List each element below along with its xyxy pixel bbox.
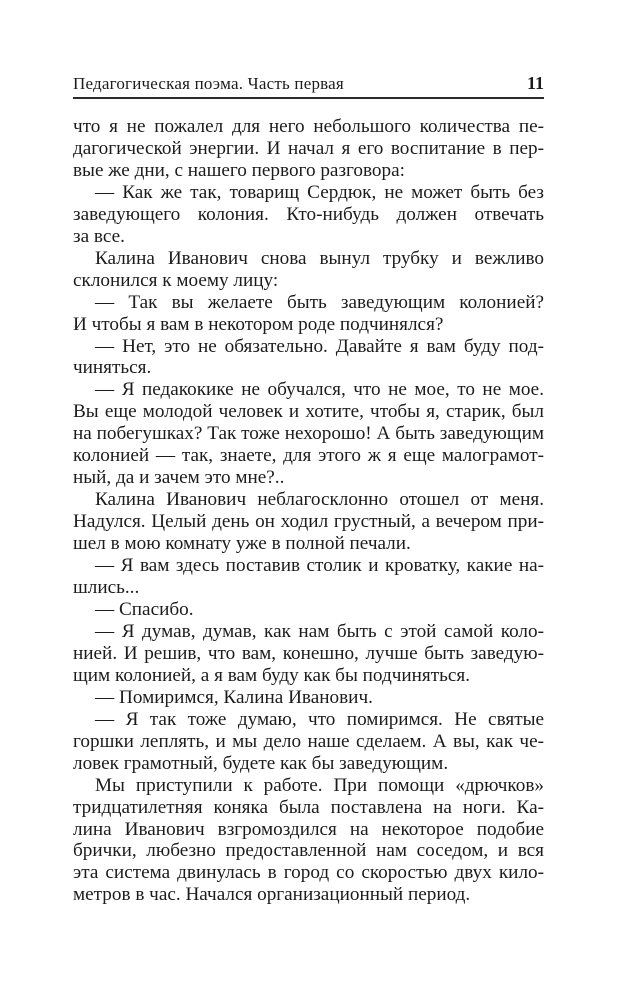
text-line: что я не пожалел для него небольшого количества пе- [73, 116, 544, 137]
text-line: дагогической энергии. И начал я его воспитание в пер- [73, 137, 544, 159]
paragraph [73, 599, 544, 621]
running-header [73, 74, 544, 99]
text-line: за все. [73, 225, 125, 247]
text-line: Калина Иванович снова вынул трубку и вежливо [95, 247, 544, 269]
text-line: вые же дни, с нашего первого разговора: [73, 159, 405, 181]
text-line: нией. И решив, что вам, конешно, лучше быть заведую- [73, 642, 544, 664]
text-line: ловек грамотный, будете как бы заведующим. [73, 752, 449, 774]
text-line: Калина Иванович неблагосклонно отошел от меня. [95, 489, 544, 511]
text-line: Вы еще молодой человек и хотите, чтобы я, старик, был [73, 401, 544, 423]
text-line: — Так вы желаете быть заведующим колонией? [95, 291, 544, 313]
text-line: склонился к моему лицу: [73, 269, 279, 291]
text-line: — Спасибо. [95, 598, 194, 620]
text-line: лина Иванович взгромоздился на некоторое подобие [73, 818, 544, 840]
paragraph [73, 687, 544, 709]
paragraph [73, 182, 544, 248]
text-line: — Нет, это не обязательно. Давайте я вам буду под- [95, 335, 544, 357]
text-line: — Я педакокике не обучался, что не мое, то не мое. [95, 379, 544, 401]
text-line: — Я думав, думав, как нам быть с этой самой коло- [95, 620, 544, 642]
text-line: Мы приступили к работе. При помощи «дрючков» [95, 774, 544, 796]
text-line: — Я так тоже думаю, что помиримся. Не святые [95, 708, 544, 730]
text-line: ный, да и зачем это мне?.. [73, 467, 285, 489]
text-line: шлись... [73, 577, 140, 599]
text-line: щим колонией, а я вам буду как бы подчиняться. [73, 664, 470, 686]
paragraph [73, 489, 544, 555]
page-number: 11 [526, 73, 544, 93]
text-line: чиняться. [73, 357, 152, 379]
text-line: тридцатилетняя коняка была поставлена на ноги. Ка- [73, 796, 544, 818]
paragraph [73, 775, 544, 907]
paragraph [73, 555, 544, 599]
paragraph [73, 379, 544, 489]
paragraph [73, 709, 544, 775]
text-line: метров в час. Начался организационный период. [73, 884, 471, 906]
page-content [73, 74, 544, 906]
text-line: на побегушках? Так тоже нехорошо! А быть заведующим [73, 423, 544, 445]
text-line: эта система двинулась в город со скоростью двух кило- [73, 862, 544, 884]
text-line: заведующего колония. Кто-нибудь должен отвечать [73, 203, 544, 225]
text-line: горшки леплять, и мы дело наше сделаем. А вы, как че- [73, 730, 544, 752]
page-body [73, 116, 544, 906]
text-line: брички, любезно предоставленной нам соседом, и вся [73, 840, 544, 862]
text-line: И чтобы я вам в некотором роде подчинялся? [73, 313, 444, 335]
paragraph [73, 292, 544, 336]
text-line: шел в мою комнату уже в полной печали. [73, 533, 411, 555]
paragraph [73, 336, 544, 380]
text-line: — Помиримся, Калина Иванович. [95, 686, 373, 708]
text-line: колонией — так, знаете, для этого ж я еще малограмот- [73, 445, 544, 467]
text-line: — Как же так, товарищ Сердюк, не может быть без [95, 181, 544, 203]
text-line: — Я вам здесь поставив столик и кроватку, какие на- [95, 555, 544, 577]
running-title: Педагогическая поэма. Часть первая [73, 74, 344, 93]
paragraph [73, 248, 544, 292]
paragraph [73, 116, 544, 182]
paragraph [73, 621, 544, 687]
text-line: Надулся. Целый день он ходил грустный, а вечером при- [73, 511, 544, 533]
